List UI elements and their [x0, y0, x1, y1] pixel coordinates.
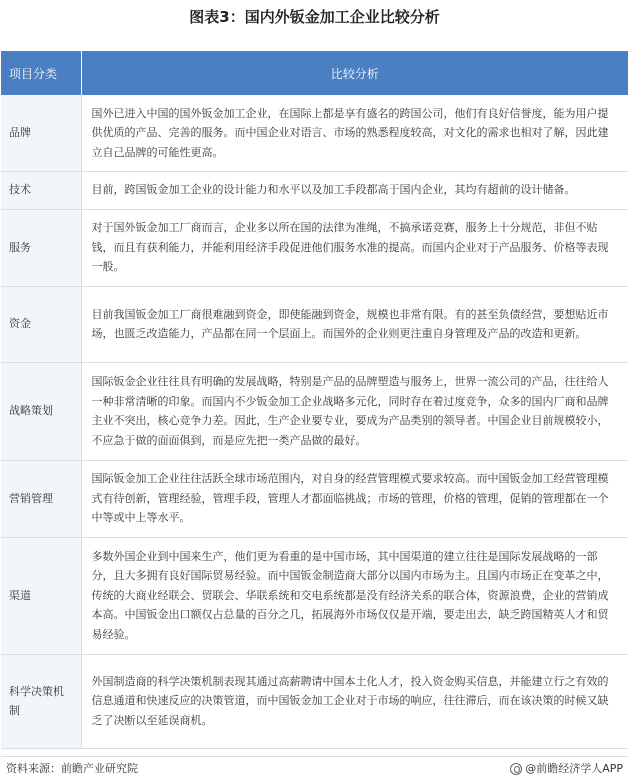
row-category: 战略策划 — [1, 362, 81, 460]
table-row — [1, 95, 628, 171]
row-analysis: 目前，跨国钣金加工企业的设计能力和水平以及加工手段都高于国内企业，其均有超前的设计储备。 — [81, 171, 628, 209]
table-row — [1, 362, 628, 460]
row-category: 科学决策机制 — [1, 654, 81, 748]
header-category: 项目分类 — [1, 51, 81, 95]
row-category: 品牌 — [1, 95, 81, 171]
row-category: 技术 — [1, 171, 81, 209]
header-analysis: 比较分析 — [81, 51, 628, 95]
footer-divider — [1, 756, 628, 757]
row-analysis: 多数外国企业到中国来生产，他们更为看重的是中国市场，其中国渠道的建立往往是国际发展战略的一部分，且大多拥有良好国际贸易经验。而中国钣金制造商大部分以国内市场为主。且国内市场正在变革之中，传统的大商业经联会、贸联会、华联系统和交电系统都是没有经济关系的联合体，资源浪费，企业的营销成本高。中国钣金出口额仅占总量的百分之几，拓展海外市场仅仅是开端，要走出去，缺乏跨国精英人才和贸易经验。 — [81, 537, 628, 654]
table-row — [1, 460, 628, 537]
brand-label: @前瞻经济学人APP — [525, 762, 623, 775]
row-analysis: 对于国外钣金加工厂商而言，企业多以所在国的法律为准绳，不搞承诺竞赛，服务上十分规范，非但不贴钱，而且有获利能力，并能利用经济手段促进他们服务水准的提高。而国内企业对于产品服务、价格等表现一般。 — [81, 209, 628, 286]
footer — [6, 759, 623, 779]
table-row — [1, 209, 628, 286]
row-category: 资金 — [1, 286, 81, 362]
table-row — [1, 171, 628, 209]
table-row — [1, 537, 628, 654]
comparison-table — [1, 51, 628, 749]
row-category: 渠道 — [1, 537, 81, 654]
row-analysis: 国际钣金加工企业往往活跃全球市场范围内，对自身的经营管理模式要求较高。而中国钣金加工经营管理模式有待创新，管理经验，管理手段，管理人才都面临挑战；市场的管理，价格的管理，促销的管理都在一个中等或中上等水平。 — [81, 460, 628, 537]
row-category: 服务 — [1, 209, 81, 286]
row-analysis: 外国制造商的科学决策机制表现其通过高薪聘请中国本土化人才，投入资金购买信息，并能建立行之有效的信息通道和快速反应的决策管道，而中国钣金加工企业对于市场的响应，往往滞后，而在该决策的时候又缺乏了决断以至延误商机。 — [81, 654, 628, 748]
table-header-row — [1, 51, 628, 95]
row-analysis: 目前我国钣金加工厂商很难融到资金，即使能融到资金，规模也非常有限。有的甚至负债经营，要想贴近市场，也匮乏改造能力，产品都在同一个层面上。而国外的企业则更注重自身管理及产品的改造和更新。 — [81, 286, 628, 362]
chart-title: 图表3：国内外钣金加工企业比较分析 — [189, 8, 440, 26]
brand-credit — [510, 759, 623, 779]
row-analysis: 国外已进入中国的国外钣金加工企业，在国际上都是享有盛名的跨国公司，他们有良好信誉度，能为用户提供优质的产品、完善的服务。而中国企业对语言、市场的熟悉程度较高，对文化的需求也相对了解，因此建立自己品牌的可能性更高。 — [81, 95, 628, 171]
table-row — [1, 286, 628, 362]
table-row — [1, 654, 628, 748]
row-analysis: 国际钣金企业往往具有明确的发展战略，特别是产品的品牌塑造与服务上，世界一流公司的产品，往往给人一种非常清晰的印象。而国内不少钣金加工企业战略多元化，同时存在着过度竞争，众多的国内厂商和品牌主业不突出，核心竞争力差。因此，生产企业要专业，要成为产品类别的领导者。中国企业目前规模较小，不应急于做的面面俱到，而是应先把一类产品做的最好。 — [81, 362, 628, 460]
brand-logo-icon — [510, 763, 522, 775]
source-note: 资料来源：前瞻产业研究院 — [6, 762, 138, 775]
row-category: 营销管理 — [1, 460, 81, 537]
